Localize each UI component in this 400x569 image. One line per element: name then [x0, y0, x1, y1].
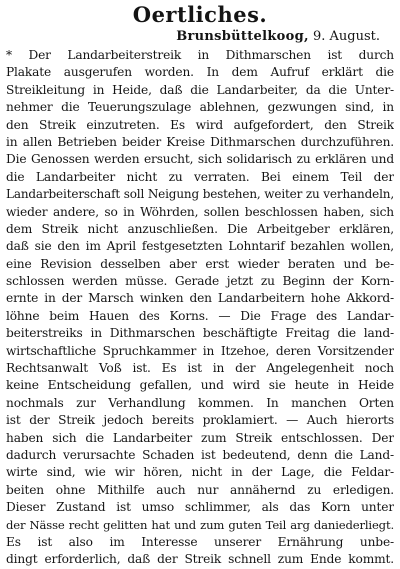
article-line: Landarbeiterschaft soll Neigung bestehen, weiter zu verhandeln,: [6, 187, 394, 202]
article-line: wieder andere, so in Wöhrden, sollen beschlossen haben, sich: [6, 204, 394, 219]
article-line: beiterstreiks in Dithmarschen beschäftigte Freitag die land-: [6, 326, 394, 341]
article-line: dem Streik nicht anzuschließen. Die Arbeitgeber erklären,: [6, 221, 394, 236]
section-heading: Oertliches.: [132, 2, 268, 27]
article-line: wirte sind, wie wir hören, nicht in der Lage, die Feldar-: [6, 465, 394, 480]
article-line: schlossen werden müsse. Gerade jetzt zu Beginn der Korn-: [6, 274, 394, 289]
article-body: [6, 47, 394, 569]
article-line: Rechtsanwalt Voß ist. Es ist in der Angelegenheit noch: [6, 361, 394, 376]
article-line: Dieser Zustand ist umso schlimmer, als das Korn unter: [6, 500, 394, 515]
article-line: den Streik einzutreten. Es wird aufgefordert, den Streik: [6, 117, 394, 132]
dateline: [6, 28, 394, 46]
article-line: ist der Streik jedoch bereits proklamiert. — Auch hierorts: [6, 413, 394, 428]
article-line: nehmer die Teuerungszulage ablehnen, gezwungen sind, in: [6, 100, 394, 115]
article-line: die Landarbeiter nicht zu verraten. Bei einem Teil der: [6, 169, 394, 184]
article-line: nochmals zur Verhandlung kommen. In manchen Orten: [6, 395, 394, 410]
article-line: Plakate ausgerufen worden. In dem Aufruf erklärt die: [6, 65, 394, 80]
article-line: wirtschaftliche Spruchkammer in Itzehoe, deren Vorsitzender: [6, 343, 394, 358]
article-line: keine Entscheidung gefallen, und wird sie heute in Heide: [6, 378, 394, 393]
article-line: eine Revision desselben aber erst wieder beraten und be-: [6, 256, 394, 271]
article-line: daß sie den im April festgesetzten Lohntarif bezahlen wollen,: [6, 239, 394, 254]
article-line: dadurch verursachte Schaden ist bedeutend, denn die Land-: [6, 447, 394, 462]
article-line: Streikleitung in Heide, daß die Landarbeiter, da die Unter-: [6, 82, 394, 97]
article-line: der Nässe recht gelitten hat und zum guten Teil arg daniederliegt.: [6, 517, 394, 532]
dateline-place: Brunsbüttelkoog,: [176, 29, 309, 44]
article-line: löhne beim Hauen des Korns. — Die Frage des Landar-: [6, 308, 394, 323]
dateline-date: 9. August.: [312, 29, 380, 44]
article-line: beiten ohne Mithilfe auch nur annähernd zu erledigen.: [6, 482, 394, 497]
article-line: ernte in der Marsch winken den Landarbeitern hohe Akkord-: [6, 291, 394, 306]
article-line: * Der Landarbeiterstreik in Dithmarschen ist durch: [6, 48, 394, 62]
article-line: Die Genossen werden ersucht, sich solidarisch zu erklären und: [6, 152, 394, 167]
article-line: in allen Betrieben beider Kreise Dithmarschen durchzuführen.: [6, 134, 394, 149]
article-line: dingt erforderlich, daß der Streik schnell zum Ende kommt.: [6, 552, 394, 567]
article-line: haben sich die Landarbeiter zum Streik entschlossen. Der: [6, 430, 394, 445]
article-line: Es ist also im Interesse unserer Ernährung unbe-: [6, 534, 394, 549]
